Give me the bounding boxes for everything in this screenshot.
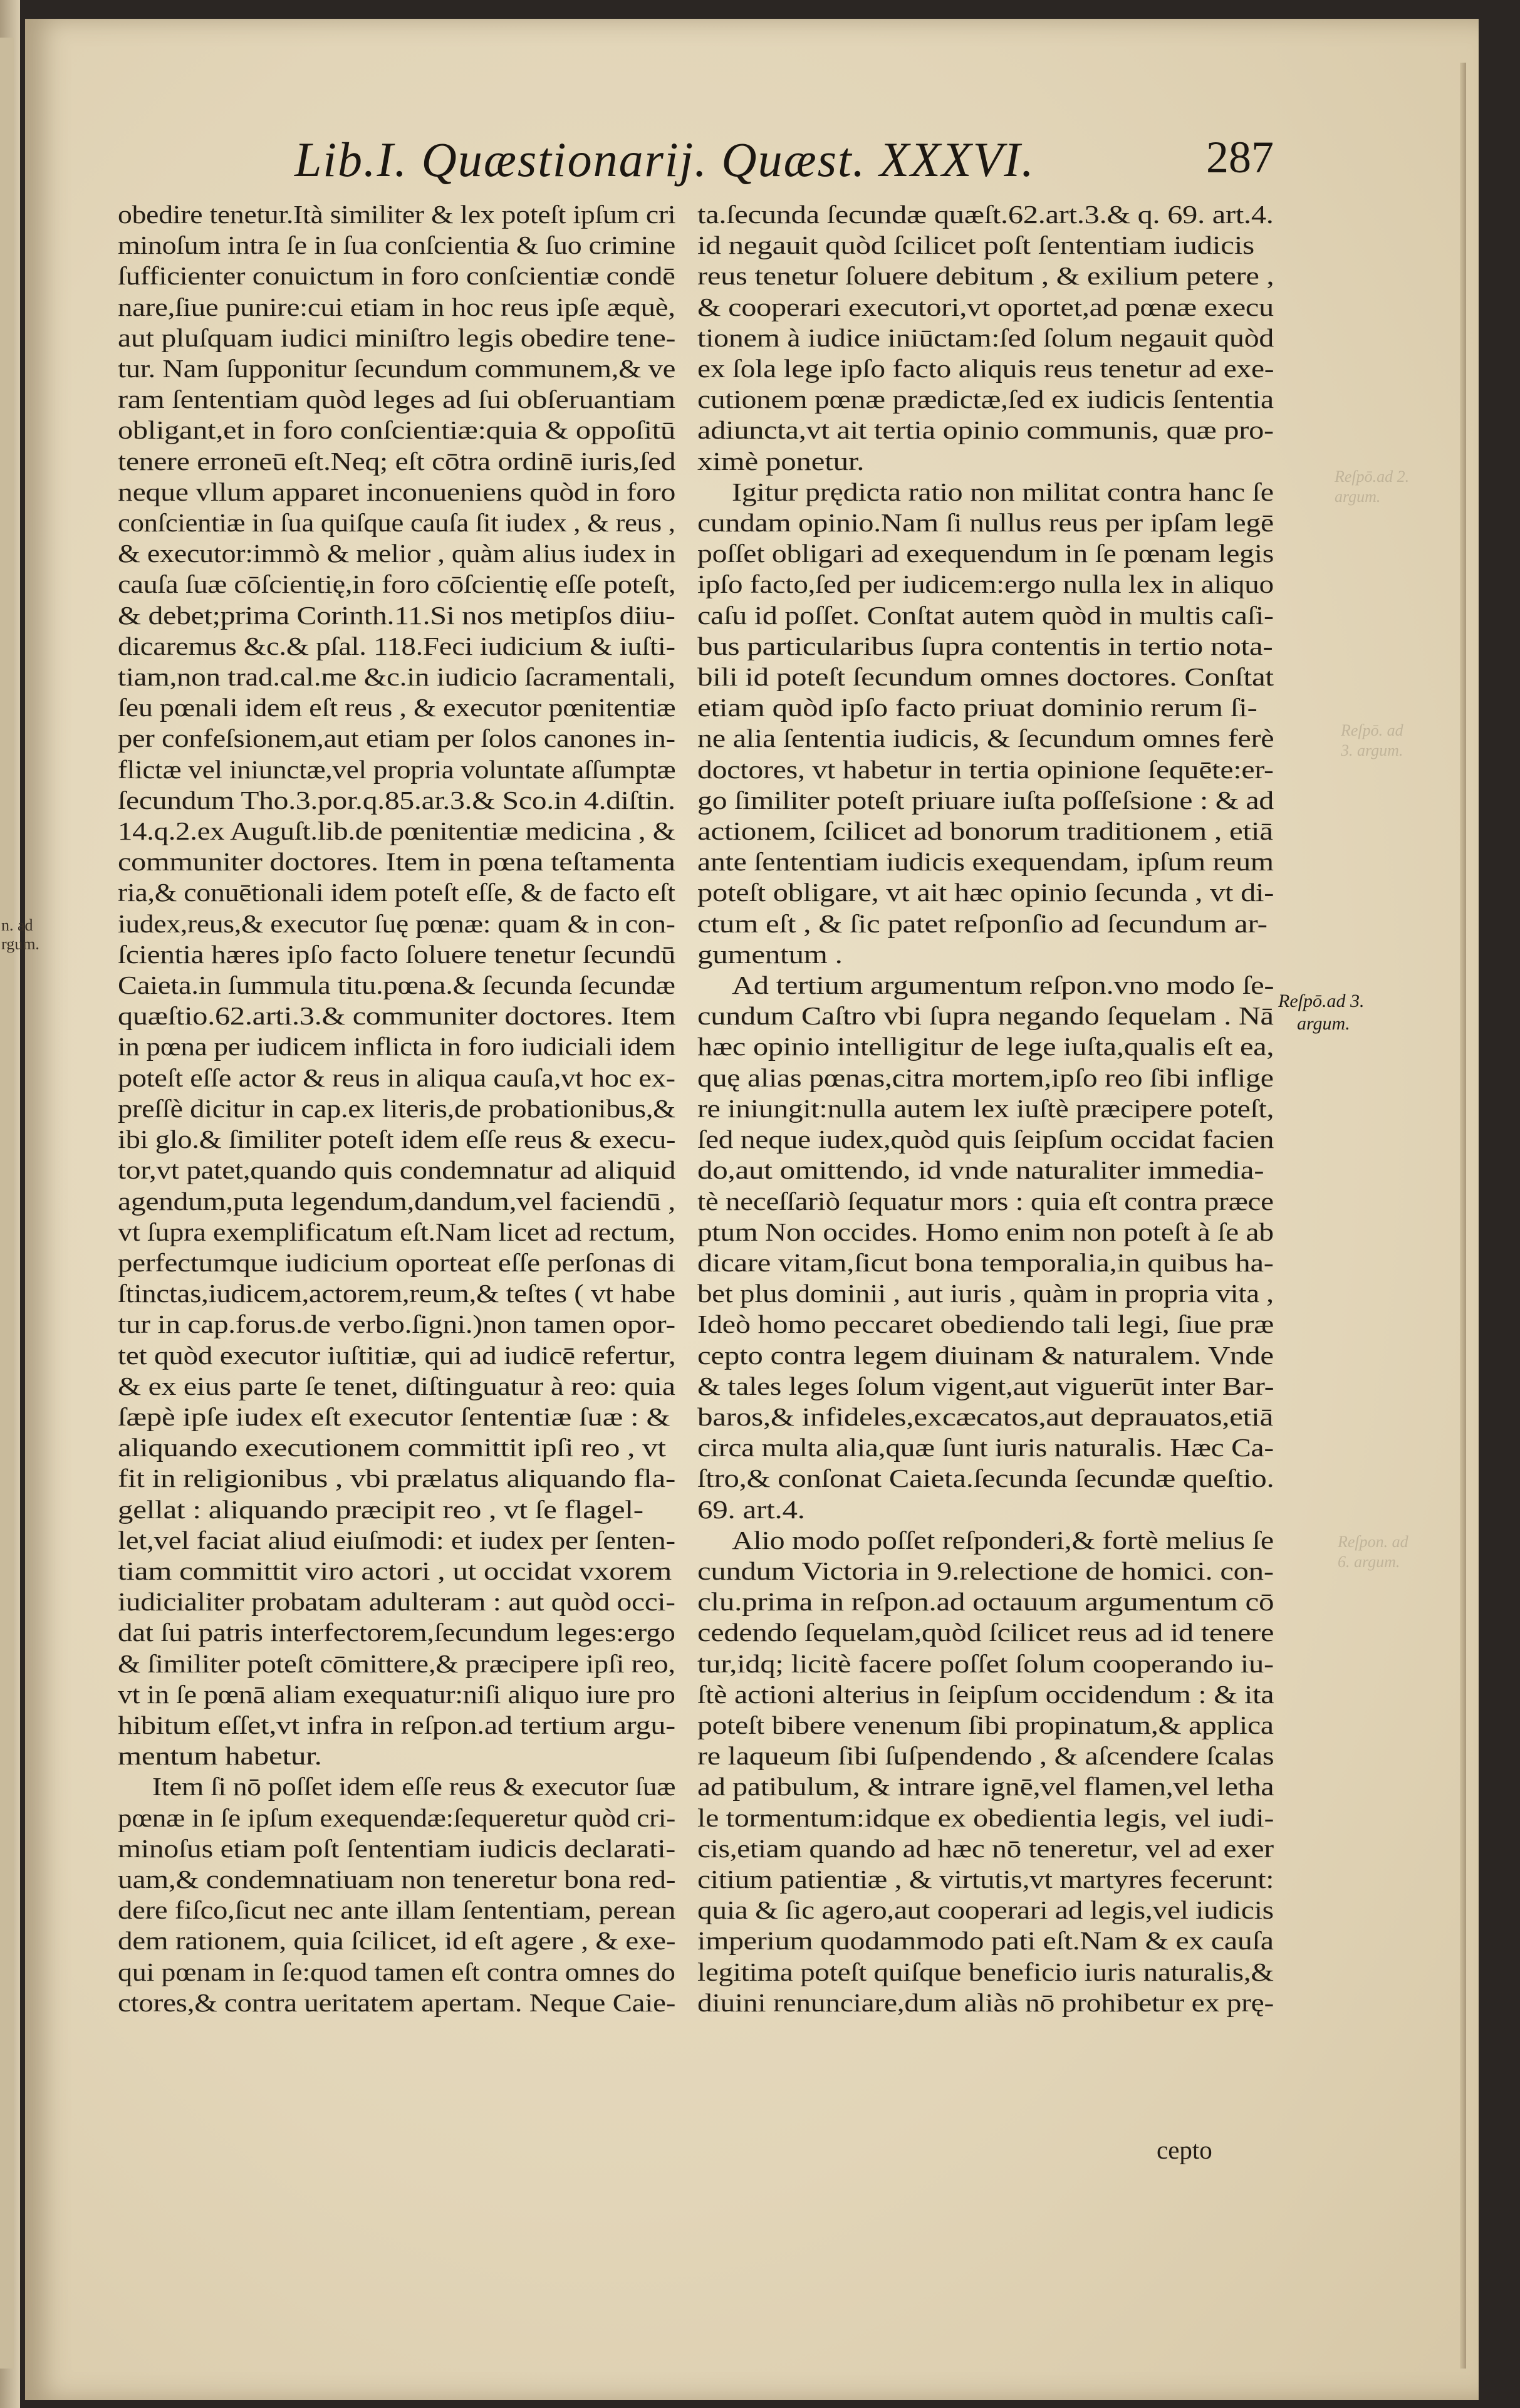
text-line: Caieta.in ſummula titu.pœna.& ſecunda ſecundæ (118, 971, 675, 1000)
text-line: caſu id poſſet. Conſtat autem quòd in multis caſi- (697, 600, 1274, 630)
text-line: quę alias pœnas,citra mortem,ipſo reo ſibi inflige (697, 1063, 1274, 1092)
text-line: tet quòd executor iuſtitiæ, qui ad iudicē refertur, (118, 1340, 676, 1370)
text-line: adiuncta,vt ait tertia opinio communis, quæ pro- (697, 415, 1274, 445)
text-line: poſſet obligari ad exequendum in ſe pœnam legis (697, 539, 1274, 568)
text-line: ta.ſecunda ſecundæ quæſt.62.art.3.& q. 69. art.4. (697, 200, 1274, 229)
text-line: hæc opinio intelligitur de lege iuſta,qualis eſt ea, (697, 1032, 1274, 1061)
text-line: le tormentum:idque ex obedientia legis, vel iudi- (697, 1803, 1274, 1832)
text-line: iudicialiter probatam adulteram : aut quòd occi- (118, 1587, 675, 1617)
text-line: ſufficienter conuictum in foro conſcientiæ condē (118, 261, 675, 291)
ghost-margin-note: Reſpō.ad 2. argum. (1335, 467, 1410, 506)
text-line: in pœna per iudicem inflicta in foro iudiciali idem (118, 1032, 676, 1061)
text-line: dicaremus &c.& pſal. 118.Feci iudicium & iuſti- (118, 631, 675, 660)
ghost-margin-note: Reſpon. ad 6. argum. (1338, 1533, 1408, 1571)
text-line: re laqueum ſibi ſuſpendendo , & aſcendere ſcalas (697, 1741, 1274, 1771)
text-line: tenere erroneū eſt.Neq; eſt cōtra ordinē iuris,ſed (118, 446, 676, 476)
text-line: tiam committit viro actori , ut occidat vxorem (118, 1556, 672, 1585)
text-line: Alio modo poſſet reſponderi,& fortè melius ſe (732, 1525, 1274, 1555)
text-line: ria,& conuētionali idem poteſt eſſe, & de facto eſt (118, 878, 675, 907)
text-line: ſtè actioni alterius in ſeipſum occidendum : & ita (697, 1679, 1274, 1709)
text-line: perfectumque iudicium oporteat eſſe perſonas di (118, 1248, 675, 1277)
text-line: etiam quòd ipſo facto priuat dominio rerum ſi- (697, 693, 1257, 722)
left-edge-fragment: n. ad rgum. (1, 916, 39, 953)
text-line: gumentum . (697, 939, 843, 969)
text-line: & ex eius parte ſe tenet, diſtinguatur à reo: quia (118, 1371, 675, 1400)
left-column (118, 199, 675, 2018)
text-line: ptum Non occides. Homo enim non poteſt à ſe ab (697, 1217, 1274, 1246)
text-line: Item ſi nō poſſet idem eſſe reus & executor ſuæ (152, 1772, 676, 1801)
text-line: vt ſupra exemplificatum eſt.Nam licet ad rectum, (118, 1217, 675, 1246)
text-line: pœnæ in ſe ipſum exequendæ:ſequeretur quòd cri- (118, 1803, 676, 1832)
catchword: cepto (1157, 2135, 1212, 2164)
text-line: & cooperari executori,vt oportet,ad pœnæ execu (697, 292, 1274, 321)
text-line: uam,& condemnatiuam non teneretur bona red- (118, 1864, 676, 1894)
text-line: tur. Nam ſupponitur ſecundum communem,& ve (118, 354, 676, 383)
ghost-margin-note: Reſpō. ad 3. argum. (1341, 721, 1403, 759)
text-line: communiter doctores. Item in pœna teſtamenta (118, 847, 675, 877)
text-line: diuini renunciare,dum aliàs nō prohibetur ex prę- (697, 1988, 1274, 2017)
text-line: quæſtio.62.arti.3.& communiter doctores. Item (118, 1001, 676, 1031)
text-line: dicare vitam,ſicut bona temporalia,in quibus ha- (697, 1248, 1274, 1277)
text-line: doctores, vt habetur in tertia opinione ſequēte:er- (697, 754, 1274, 784)
text-line: flictæ vel iniunctæ,vel propria voluntate aſſumptæ (118, 754, 676, 784)
text-line: 69. art.4. (697, 1494, 805, 1524)
text-line: cis,etiam quando ad hæc nō teneretur, vel ad exer (697, 1833, 1274, 1863)
text-line: cutionem pœnæ prædictæ,ſed ex iudicis ſententia (697, 385, 1274, 414)
page-number: 287 (1206, 132, 1274, 182)
text-line: aut pluſquam iudici miniſtro legis obedire tene- (118, 323, 676, 352)
text-line: imperium quodammodo pati eſt.Nam & ex cauſa (697, 1926, 1274, 1956)
text-line: poteſt bibere venenum ſibi propinatum,& applica (697, 1710, 1274, 1739)
running-head: Lib.I. Quæstionarij. Quæst. XXXVI. (294, 132, 1035, 187)
text-line: tur in cap.forus.de verbo.ſigni.)non tamen opor- (118, 1310, 675, 1339)
text-line: ram ſententiam quòd leges ad ſui obſeruantiam (118, 385, 675, 414)
text-line: mentum habetur. (118, 1741, 322, 1771)
text-line: re iniungit:nulla autem lex iuſtè præcipere poteſt, (697, 1093, 1274, 1123)
text-line: ad patibulum, & intrare ignē,vel flamen,vel letha (697, 1772, 1274, 1801)
text-line: Ideò homo peccaret obediendo tali legi, ſiue præ (697, 1310, 1274, 1339)
text-line: tiam,non trad.cal.me &c.in iudicio ſacramentali, (118, 662, 675, 692)
text-line: do,aut omittendo, id vnde naturaliter immedia- (697, 1155, 1264, 1185)
text-line: ctum eſt , & ſic patet reſponſio ad ſecundum ar- (697, 909, 1268, 938)
text-line: nare,ſiue punire:cui etiam in hoc reus ipſe æquè, (118, 292, 675, 321)
page-fore-edge (1460, 63, 1466, 2369)
text-line: bet plus dominii , aut iuris , quàm in propria vita , (697, 1279, 1274, 1308)
text-line: ex ſola lege ipſo facto aliquis reus tenetur ad exe- (697, 354, 1274, 383)
facing-page-strip (0, 38, 14, 2369)
text-line: preſſè dicitur in cap.ex literis,de probationibus,& (118, 1093, 675, 1123)
text-line: bus particularibus ſupra contentis in tertio nota- (697, 631, 1273, 660)
text-line: dere fiſco,ſicut nec ante illam ſententiam, perean (118, 1895, 676, 1925)
text-line: agendum,puta legendum,dandum,vel faciendū , (118, 1186, 675, 1216)
text-line: 14.q.2.ex Auguſt.lib.de pœnitentiæ medicina , & (118, 816, 675, 846)
text-line: ſtro,& conſonat Caieta.ſecunda ſecundæ queſtio. (697, 1464, 1274, 1493)
text-line: qui pœnam in ſe:quod tamen eſt contra omnes do (118, 1957, 675, 1986)
text-line: vt in ſe pœnā aliam exequatur:niſi aliquo iure pro (118, 1679, 675, 1709)
text-line: ibi glo.& ſimiliter poteſt idem eſſe reus & execu- (118, 1125, 676, 1154)
text-line: & debet;prima Corinth.11.Si nos metipſos diiu- (118, 600, 675, 630)
text-line: ſeu pœnali idem eſt reus , & executor pœnitentiæ (118, 693, 676, 722)
text-line: ante ſententiam iudicis exequendam, ipſum reum (697, 847, 1274, 877)
text-line: ne alia ſententia iudicis, & ſecundum omnes ferè (697, 724, 1274, 753)
text-line: tionem à iudice iniūctam:ſed ſolum negauit quòd (697, 323, 1274, 352)
text-line: dat ſui patris interfectorem,ſecundum leges:ergo (118, 1618, 675, 1647)
text-line: quia & ſic agero,aut cooperari ad legis,vel iudicis (697, 1895, 1274, 1925)
text-line: obedire tenetur.Ità similiter & lex poteſt ipſum cri (118, 200, 676, 229)
text-line: cepto contra legem diuinam & naturalem. Vnde (697, 1340, 1274, 1370)
text-line: minoſum intra ſe in ſua conſcientia & ſuo crimine (118, 231, 676, 260)
text-line: ſcientia hæres ipſo facto ſoluere tenetur ſecundū (118, 939, 676, 969)
text-line: go ſimiliter poteſt priuare iuſta poſſeſsione : & ad (697, 785, 1274, 815)
text-line: cauſa ſuæ cōſcientię,in foro cōſcientię eſſe poteſt, (118, 570, 676, 599)
text-line: cundum Caſtro vbi ſupra negando ſequelam . Nā (697, 1001, 1274, 1031)
text-line: cundam opinio.Nam ſi nullus reus per ipſam legē (697, 508, 1274, 538)
text-line: Igitur prędicta ratio non militat contra hanc ſe (732, 477, 1274, 506)
text-line: actionem, ſcilicet ad bonorum traditionem , etiā (697, 816, 1273, 846)
text-line: legitima poteſt quiſque beneficio iuris naturalis,& (697, 1957, 1274, 1986)
text-line: let,vel faciat aliud eiuſmodi: et iudex per ſenten- (118, 1525, 675, 1555)
text-line: per confeſsionem,aut etiam per ſolos canones in- (118, 724, 675, 753)
text-line: fit in religionibus , vbi prælatus aliquando fla- (118, 1464, 676, 1493)
text-line: ſæpè ipſe iudex eſt executor ſententiæ ſuæ : & (118, 1402, 670, 1431)
text-line: neque vllum apparet inconueniens quòd in foro (118, 477, 676, 506)
text-line: clu.prima in reſpon.ad octauum argumentum cō (697, 1587, 1274, 1617)
text-line: ſed neque iudex,quòd quis ſeipſum occidat facien (697, 1125, 1274, 1154)
text-line: cundum Victoria in 9.relectione de homici. con- (697, 1556, 1274, 1585)
text-line: ſecundum Tho.3.por.q.85.ar.3.& Sco.in 4.diſtin. (118, 785, 675, 815)
marginal-note-line: argum. (1297, 1013, 1350, 1034)
text-line: baros,& infideles,excæcatos,aut deprauatos,etiā (697, 1402, 1274, 1431)
text-line: bili id poteſt ſecundum omnes doctores. Conſtat (697, 662, 1274, 692)
text-line: dem rationem, quia ſcilicet, id eſt agere , & exe- (118, 1926, 676, 1956)
text-line: & ſimiliter poteſt cōmittere,& præcipere ipſi reo, (118, 1649, 675, 1678)
text-line: obligant,et in foro conſcientiæ:quia & oppoſitū (118, 415, 675, 445)
text-line: hibitum eſſet,vt infra in reſpon.ad tertium argu- (118, 1710, 675, 1739)
text-line: & tales leges ſolum vigent,aut viguerūt inter Bar- (697, 1371, 1274, 1400)
right-column (697, 199, 1274, 2018)
text-line: poteſt obligare, vt ait hæc opinio ſecunda , vt di- (697, 878, 1274, 907)
text-line: poteſt eſſe actor & reus in aliqua cauſa,vt hoc ex- (118, 1063, 675, 1092)
text-line: cedendo ſequelam,quòd ſcilicet reus ad id tenere (697, 1618, 1274, 1647)
text-line: ipſo facto,ſed per iudicem:ergo nulla lex in aliquo (697, 570, 1274, 599)
text-line: gellat : aliquando præcipit reo , vt ſe flagel- (118, 1494, 643, 1524)
text-line: tur,idq; licitè facere poſſet ſolum cooperando iu- (697, 1649, 1274, 1678)
text-line: minoſus etiam poſt ſententiam iudicis declarati- (118, 1833, 675, 1863)
text-line: reus tenetur ſoluere debitum , & exilium petere , (697, 261, 1274, 291)
text-line: conſcientiæ in ſua quiſque cauſa ſit iudex , & reus , (118, 508, 675, 538)
text-line: Ad tertium argumentum reſpon.vno modo ſe- (732, 971, 1274, 1000)
text-line: tor,vt patet,quando quis condemnatur ad aliquid (118, 1155, 676, 1185)
marginal-note (1278, 990, 1403, 1035)
text-line: circa multa alia,quæ ſunt iuris naturalis. Hæc Ca- (697, 1433, 1274, 1462)
text-line: aliquando executionem committit ipſi reo , vt (118, 1433, 666, 1462)
marginal-note-line: Reſpō.ad 3. (1278, 991, 1365, 1011)
text-line: & executor:immò & melior , quàm alius iudex in (118, 539, 676, 568)
text-line: ctores,& contra ueritatem apertam. Neque Caie- (118, 1988, 676, 2017)
text-line: id negauit quòd ſcilicet poſt ſententiam iudicis (697, 231, 1254, 260)
text-line: iudex,reus,& executor ſuę pœnæ: quam & in con- (118, 909, 675, 938)
text-line: tè neceſſariò ſequatur mors : quia eſt contra præce (697, 1186, 1274, 1216)
text-line: citium patientiæ , & virtutis,vt martyres fecerunt: (697, 1864, 1274, 1894)
text-line: ximè ponetur. (697, 446, 865, 476)
text-line: ſtinctas,iudicem,actorem,reum,& teſtes ( vt habe (118, 1279, 675, 1308)
